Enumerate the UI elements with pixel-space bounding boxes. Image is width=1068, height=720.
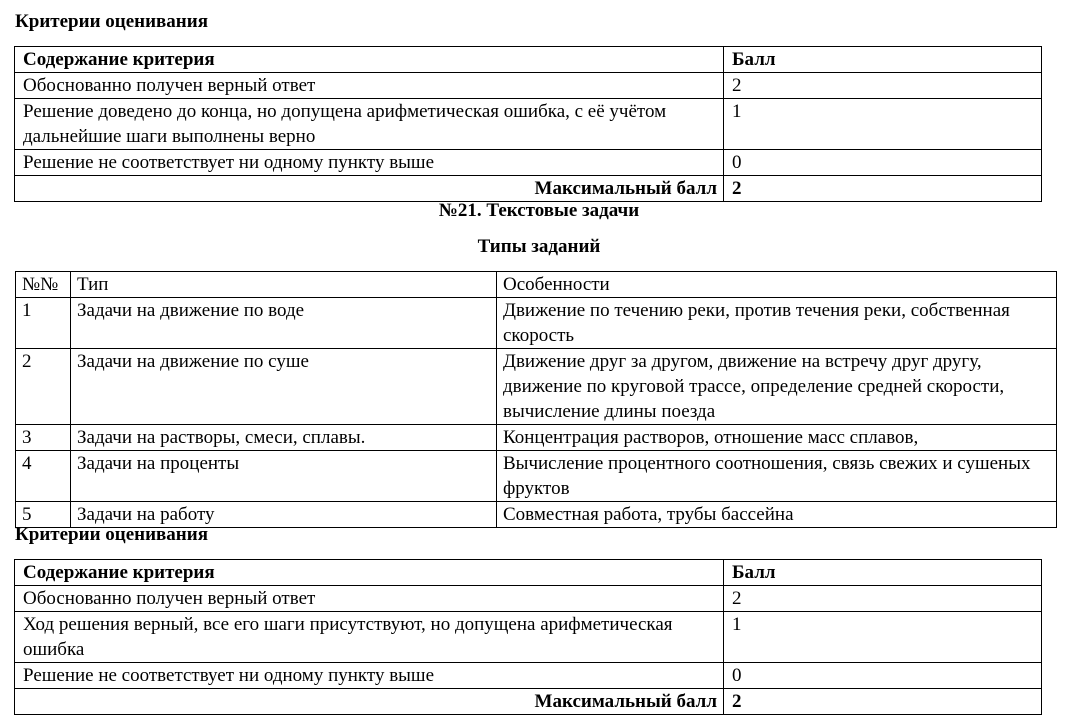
table-header-row [15, 560, 1042, 586]
type-cell: Задачи на проценты [71, 451, 497, 502]
criteria-heading: Критерии оценивания [15, 524, 208, 545]
criterion-cell: Обоснованно получен верный ответ [15, 73, 724, 99]
number-cell: 2 [16, 349, 71, 425]
table-header-row [16, 272, 1057, 298]
criterion-cell: Решение доведено до конца, но допущена арифметическая ошибка, с её учётом дальнейшие шаги выполнены верно [15, 99, 724, 150]
type-cell: Задачи на работу [71, 502, 497, 528]
features-cell: Движение друг за другом, движение на встречу друг другу, движение по круговой трассе, определение средней скорости, вычисление длины поезда [497, 349, 1057, 425]
type-cell: Задачи на движение по воде [71, 298, 497, 349]
number-cell: 4 [16, 451, 71, 502]
criteria-heading: Критерии оценивания [15, 11, 208, 32]
type-cell: Задачи на движение по суше [71, 349, 497, 425]
table-row [15, 586, 1042, 612]
score-cell: 2 [724, 73, 1042, 99]
task-types-subtitle: Типы заданий [477, 236, 601, 257]
table-row [16, 298, 1057, 349]
criterion-cell: Решение не соответствует ни одному пункту выше [15, 150, 724, 176]
table-row [16, 451, 1057, 502]
criterion-cell: Обоснованно получен верный ответ [15, 586, 724, 612]
header-criterion: Содержание критерия [15, 47, 724, 73]
max-score-row [15, 176, 1042, 202]
table-row [16, 349, 1057, 425]
features-cell: Совместная работа, трубы бассейна [497, 502, 1057, 528]
header-number: №№ [16, 272, 71, 298]
table-row [15, 612, 1042, 663]
criterion-cell: Ход решения верный, все его шаги присутствуют, но допущена арифметическая ошибка [15, 612, 724, 663]
header-type: Тип [71, 272, 497, 298]
header-criterion: Содержание критерия [15, 560, 724, 586]
max-score-label: Максимальный балл [15, 689, 724, 715]
criteria-table [14, 46, 1042, 202]
table-row [16, 425, 1057, 451]
task-types-table [15, 271, 1057, 528]
features-cell: Концентрация растворов, отношение масс сплавов, [497, 425, 1057, 451]
task-title: №21. Текстовые задачи [438, 200, 640, 221]
max-score-value: 2 [724, 689, 1042, 715]
criteria-table [14, 559, 1042, 715]
features-cell: Вычисление процентного соотношения, связь свежих и сушеных фруктов [497, 451, 1057, 502]
max-score-value: 2 [724, 176, 1042, 202]
header-score: Балл [724, 560, 1042, 586]
score-cell: 0 [724, 150, 1042, 176]
number-cell: 3 [16, 425, 71, 451]
number-cell: 5 [16, 502, 71, 528]
table-header-row [15, 47, 1042, 73]
header-features: Особенности [497, 272, 1057, 298]
table-row [15, 99, 1042, 150]
table-row [15, 73, 1042, 99]
score-cell: 1 [724, 612, 1042, 663]
score-cell: 0 [724, 663, 1042, 689]
table-row [15, 150, 1042, 176]
max-score-row [15, 689, 1042, 715]
score-cell: 1 [724, 99, 1042, 150]
number-cell: 1 [16, 298, 71, 349]
features-cell: Движение по течению реки, против течения реки, собственная скорость [497, 298, 1057, 349]
score-cell: 2 [724, 586, 1042, 612]
max-score-label: Максимальный балл [15, 176, 724, 202]
criterion-cell: Решение не соответствует ни одному пункту выше [15, 663, 724, 689]
header-score: Балл [724, 47, 1042, 73]
table-row [15, 663, 1042, 689]
type-cell: Задачи на растворы, смеси, сплавы. [71, 425, 497, 451]
